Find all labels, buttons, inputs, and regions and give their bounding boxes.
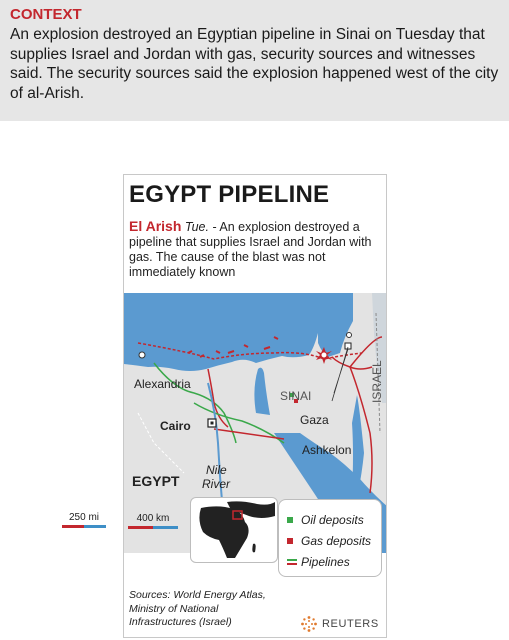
sources-line-1: Sources: World Energy Atlas, [129, 589, 266, 601]
locator-graphic [191, 498, 277, 562]
panel-description [129, 219, 383, 280]
label-gaza: Gaza [300, 413, 329, 427]
label-sinai: SINAI [280, 389, 312, 403]
place-name: El Arish [129, 218, 182, 234]
label-river: River [202, 477, 231, 491]
external-scale-bar [62, 512, 106, 528]
label-ashkelon: Ashkelon [302, 443, 352, 457]
reuters-wordmark: REUTERS [322, 618, 379, 630]
event-day: Tue. [184, 220, 209, 234]
legend-oil [287, 509, 381, 530]
legend-oil-label: Oil deposits [301, 512, 364, 527]
label-israel: ISRAEL [370, 360, 384, 403]
label-cairo: Cairo [160, 419, 191, 433]
oil-square-icon [287, 517, 293, 523]
sources-line-2: Ministry of National [129, 602, 219, 615]
sources [129, 589, 266, 630]
event-description: - An explosion destroyed a pipeline that supplies Israel and Jordan with gas. The cause of the blast was not immediately known [129, 220, 372, 279]
reuters-brand [300, 615, 379, 633]
gas-square-icon [287, 538, 293, 544]
legend-pipelines-label: Pipelines [301, 554, 350, 569]
label-egypt: EGYPT [132, 473, 180, 489]
legend-gas [287, 530, 381, 551]
locator-map [190, 497, 278, 563]
map-scale-bar [128, 513, 178, 529]
panel-title: EGYPT PIPELINE [129, 181, 330, 208]
legend-gas-label: Gas deposits [301, 533, 372, 548]
label-nile: Nile [206, 463, 227, 477]
infographic-panel [123, 174, 387, 638]
map-scale-bar-graphic [128, 526, 178, 529]
context-title: CONTEXT [10, 6, 82, 23]
external-scale-label: 250 mi [68, 512, 99, 523]
map-scale-label: 400 km [136, 513, 170, 524]
legend [278, 499, 382, 577]
legend-pipelines [287, 551, 381, 572]
madagascar-silhouette [252, 544, 255, 553]
reuters-logo-icon [300, 615, 318, 633]
label-alexandria: Alexandria [134, 377, 191, 391]
context-box [0, 0, 509, 121]
sources-line-3: Infrastructures (Israel) [129, 616, 232, 628]
external-scale-bar-graphic [62, 525, 106, 528]
africa-silhouette [199, 506, 248, 558]
pipeline-lines-icon [287, 559, 297, 565]
context-body: An explosion destroyed an Egyptian pipeline in Sinai on Tuesday that supplies Israel and Jordan with gas, security sources and witnesses said. The security sources said the explosion happened west of the city of al-Arish. [10, 26, 499, 102]
